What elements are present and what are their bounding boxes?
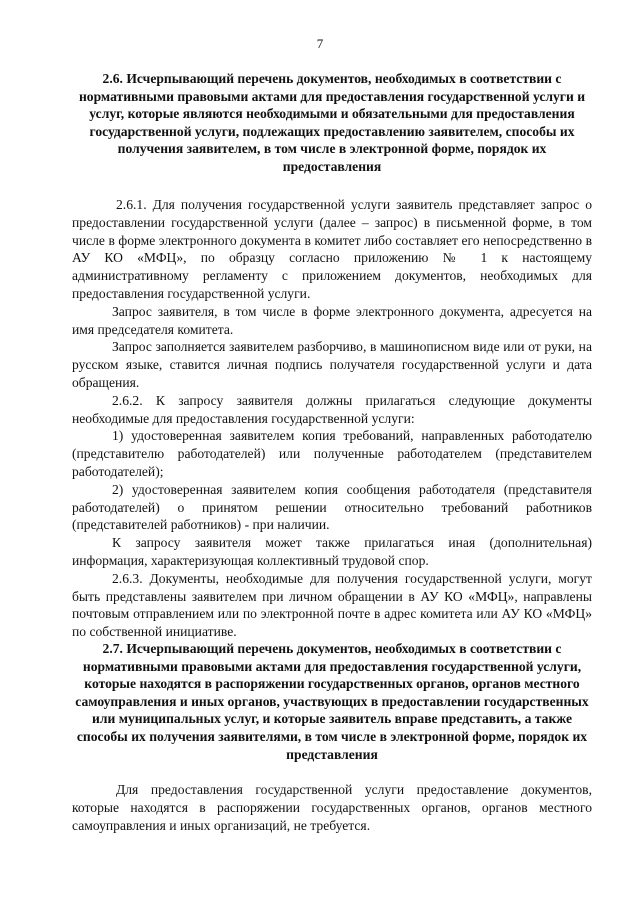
section-2-6-heading: 2.6. Исчерпывающий перечень документов, необходимых в соответствии с нормативными правовыми актами для предоставления государственной услуги и услуг, которые являются необходимыми и обязательными для предоставления государственной услуги, подлежащих предоставлению заявителем, способы их получения заявителем, в том числе в электронной форме, порядок их предоставления [78, 71, 586, 174]
paragraph-2-6-1: 2.6.1. Для получения государственной услуги заявитель представляет запрос о предоставлении государственной услуги (далее – запрос) в письменной форме, в том числе в форме электронного документа в комитет либо составляет его непосредственно в АУ КО «МФЦ», по образцу согласно приложению № 1 к настоящему административному регламенту с приложением документов, необходимых для предоставления государственной услуги. [72, 197, 592, 301]
paragraph-request-filling: Запрос заполняется заявителем разборчиво, в машинописном виде или от руки, на русском языке, ставится личная подпись получателя государственной услуги и дата обращения. [72, 339, 592, 390]
paragraph-request-address: Запрос заявителя, в том числе в форме электронного документа, адресуется на имя председателя комитета. [72, 303, 592, 337]
paragraph-additional-info: К запросу заявителя может также прилагаться иная (дополнительная) информация, характеризующая коллективный трудовой спор. [72, 535, 592, 568]
section-2-6-body [72, 196, 592, 641]
paragraph-2-6-3: 2.6.3. Документы, необходимые для получения государственной услуги, могут быть представлены заявителем при личном обращении в АУ КО «МФЦ», направлены почтовым отправлением или по электронной почте в адрес комитета или АУ КО «МФЦ» по собственной инициативе. [72, 570, 592, 640]
list-item-1: 1) удостоверенная заявителем копия требований, направленных работодателю (представителю работодателей) или полученные работодателем (представителем работодателей); [72, 428, 592, 479]
list-item-2: 2) удостоверенная заявителем копия сообщения работодателя (представителя работодателей) о принятом решении относительно требований работников (представителей работников) - при наличии. [72, 481, 592, 533]
section-2-7-heading: 2.7. Исчерпывающий перечень документов, необходимых в соответствии с нормативными правовыми актами для предоставления государственной услуги, которые находятся в распоряжении государственных органов, органов местного самоуправления и иных органов, участвующих в предоставлении государственных или муниципальных услуг, и которые заявитель вправе представить, а также способы их получения заявителями, в том числе в электронной форме, порядок их представления [75, 641, 589, 762]
section-2-7-body [72, 781, 592, 834]
paragraph-2-6-2: 2.6.2. К запросу заявителя должны прилагаться следующие документы необходимые для предоставления государственной услуги: [72, 392, 592, 426]
page-number: 7 [316, 36, 324, 51]
paragraph-2-7: Для предоставления государственной услуги предоставление документов, которые находятся в распоряжении государственных органов, органов местного самоуправления и иных организаций, не требуется. [72, 782, 592, 833]
